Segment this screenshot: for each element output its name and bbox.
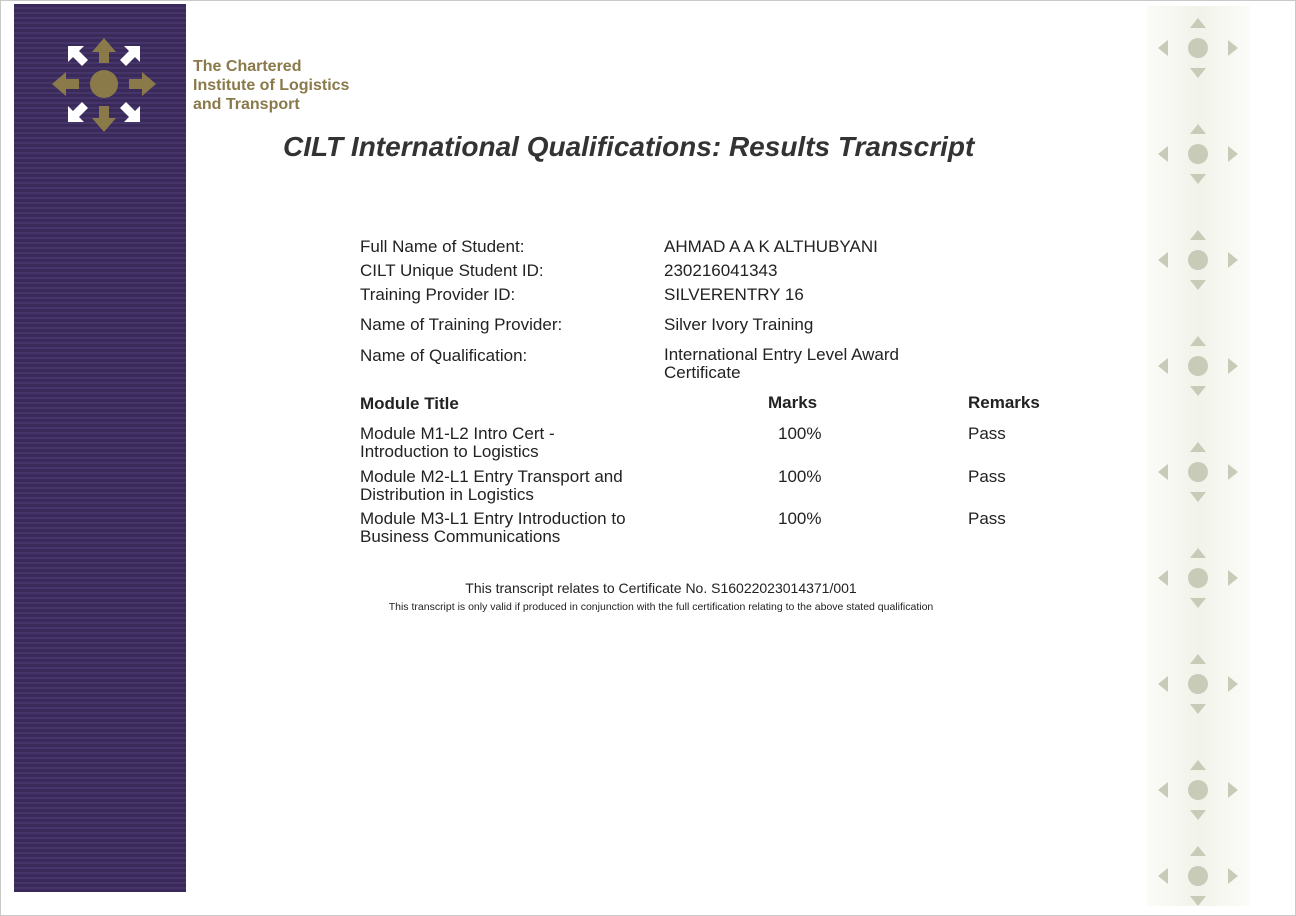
module-row-3-marks: 100% (778, 509, 822, 528)
module-2-title-line-1: Module M2-L1 Entry Transport and (360, 467, 623, 486)
watermark-motif-icon (1154, 844, 1242, 908)
full-name-value: AHMAD A A K ALTHUBYANI (664, 237, 878, 256)
qualification-value (664, 346, 899, 382)
org-name-line-3: and Transport (193, 96, 300, 113)
qualification-line-2: Certificate (664, 363, 741, 382)
full-name-label: Full Name of Student: (360, 237, 525, 256)
module-3-title-line-2: Business Communications (360, 527, 561, 546)
module-row-1-remarks: Pass (968, 424, 1006, 443)
student-id-label: CILT Unique Student ID: (360, 261, 544, 280)
watermark-motif-icon (1154, 546, 1242, 610)
module-row-1-title (360, 425, 555, 461)
page-title: CILT International Qualifications: Results Transcript (283, 131, 975, 162)
module-row-3-title (360, 510, 626, 546)
org-name-line-2: Institute of Logistics (193, 77, 350, 94)
watermark-motif-icon (1154, 652, 1242, 716)
module-3-title-line-1: Module M3-L1 Entry Introduction to (360, 509, 626, 528)
module-title-header: Module Title (360, 394, 459, 413)
module-row-3-remarks: Pass (968, 509, 1006, 528)
module-1-title-line-1: Module M1-L2 Intro Cert - (360, 424, 555, 443)
provider-name-value: Silver Ivory Training (664, 315, 814, 334)
module-row-2-marks: 100% (778, 467, 822, 486)
qualification-label: Name of Qualification: (360, 346, 528, 365)
watermark-strip (1146, 6, 1250, 906)
watermark-motif-icon (1154, 334, 1242, 398)
remarks-header: Remarks (968, 393, 1040, 412)
watermark-motif-icon (1154, 758, 1242, 822)
provider-name-label: Name of Training Provider: (360, 315, 563, 334)
watermark-motif-icon (1154, 122, 1242, 186)
qualification-line-1: International Entry Level Award (664, 345, 899, 364)
provider-id-label: Training Provider ID: (360, 285, 516, 304)
module-row-1-marks: 100% (778, 424, 822, 443)
module-2-title-line-2: Distribution in Logistics (360, 485, 534, 504)
organization-name (193, 57, 349, 114)
student-id-value: 230216041343 (664, 261, 778, 280)
watermark-motif-icon (1154, 440, 1242, 504)
module-1-title-line-2: Introduction to Logistics (360, 442, 539, 461)
side-band (14, 4, 186, 892)
watermark-motif-icon (1154, 16, 1242, 80)
cilt-logo-icon (48, 36, 160, 136)
module-row-2-remarks: Pass (968, 467, 1006, 486)
module-row-2-title (360, 468, 623, 504)
certificate-note: This transcript relates to Certificate No. S16022023014371/001 (465, 580, 857, 596)
org-name-line-1: The Chartered (193, 58, 302, 75)
provider-id-value: SILVERENTRY 16 (664, 285, 804, 304)
validity-note: This transcript is only valid if produced in conjunction with the full certification relating to the above stated qualification (388, 601, 934, 613)
marks-header: Marks (768, 393, 818, 412)
watermark-motif-icon (1154, 228, 1242, 292)
